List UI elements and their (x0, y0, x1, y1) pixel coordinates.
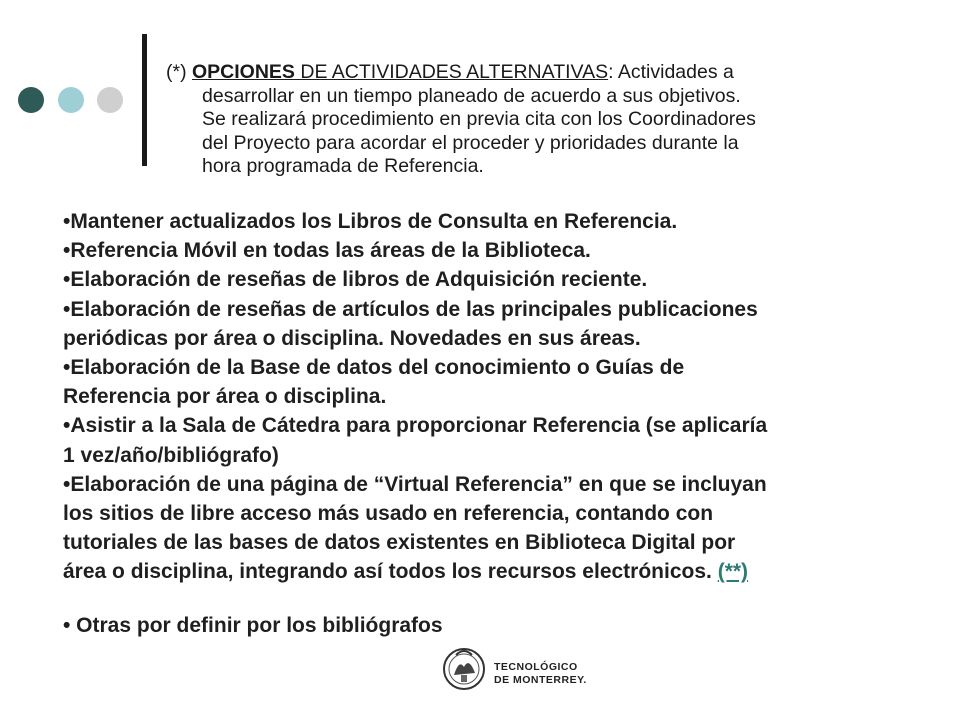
bullet-item-continued: los sitios de libre acceso más usado en referencia, contando con (63, 502, 714, 526)
header-line: del Proyecto para acordar el proceder y prioridades durante la (202, 131, 739, 154)
footnote-link[interactable]: (**) (717, 560, 749, 584)
spacer (63, 587, 903, 611)
vertical-divider (142, 34, 147, 166)
bullet-item: •Asistir a la Sala de Cátedra para proporcionar Referencia (se aplicaría (63, 414, 768, 438)
bullet-item: •Elaboración de reseñas de artículos de las principales publicaciones (63, 297, 758, 321)
bullet-item-continued: 1 vez/año/bibliógrafo) (63, 443, 279, 467)
options-header (166, 61, 886, 179)
header-title (192, 61, 608, 83)
header-prefix: (*) (166, 61, 192, 83)
activities-list (63, 207, 903, 640)
header-title-bold: OPCIONES (192, 61, 295, 83)
bullet-item: •Elaboración de reseñas de libros de Adquisición reciente. (63, 268, 648, 292)
dot-gray (97, 87, 123, 113)
header-after-title: : Actividades a (608, 61, 734, 83)
dot-light-teal (58, 87, 84, 113)
dot-dark-teal (18, 87, 44, 113)
header-title-rest: DE ACTIVIDADES ALTERNATIVAS (294, 61, 609, 83)
header-line: desarrollar en un tiempo planeado de acuerdo a sus objetivos. (202, 84, 741, 107)
bullet-item: • Otras por definir por los bibliógrafos (63, 613, 443, 637)
tec-monterrey-logo (441, 645, 591, 693)
logo-line-1: TECNOLÓGICO (494, 661, 578, 673)
bullet-text: área o disciplina, integrando así todos los recursos electrónicos. (63, 560, 718, 584)
bullet-item: •Elaboración de una página de “Virtual Referencia” en que se incluyan (63, 472, 767, 496)
header-first-line (166, 61, 886, 85)
header-line: Se realizará procedimiento en previa cita con los Coordinadores (202, 108, 756, 130)
bullet-item-continued: Referencia por área o disciplina. (63, 385, 387, 409)
logo-line-2: DE MONTERREY. (494, 674, 587, 686)
bullet-item: •Referencia Móvil en todas las áreas de la Biblioteca. (63, 239, 591, 263)
header-line: hora programada de Referencia. (202, 155, 484, 177)
bullet-item: •Mantener actualizados los Libros de Consulta en Referencia. (63, 210, 678, 233)
emblem-icon (441, 645, 487, 691)
bullet-item: •Elaboración de la Base de datos del conocimiento o Guías de (63, 356, 685, 380)
bullet-item-continued: tutoriales de las bases de datos existentes en Biblioteca Digital por (63, 531, 736, 555)
bullet-item-continued: periódicas por área o disciplina. Novedades en sus áreas. (63, 326, 641, 350)
bullet-item-continued (63, 557, 903, 586)
